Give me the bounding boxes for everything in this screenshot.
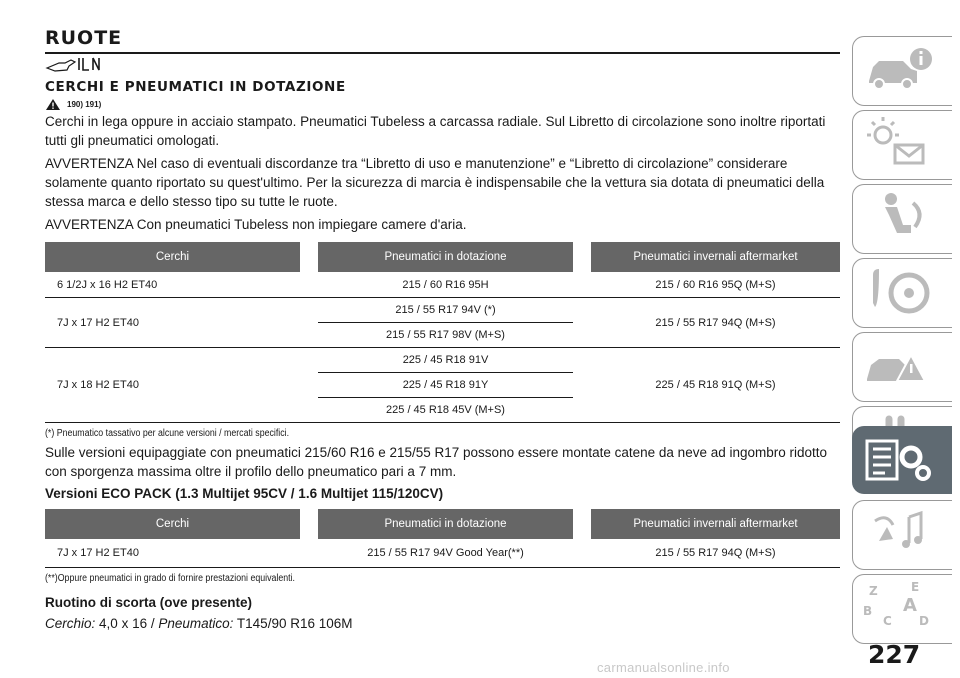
car-info-icon [853,37,943,103]
rim-cell: 7J x 17 H2 ET40 [45,298,300,348]
tyre-cell: 225 / 45 R18 45V (M+S) [318,398,573,423]
table-footnote: (*) Pneumatico tassativo per alcune versioni / mercati specifici. [45,428,290,439]
tyre-value: T145/90 R16 106M [236,616,353,631]
warning-ref-numbers: 190) 191) [67,99,102,109]
eco-pack-title: Versioni ECO PACK (1.3 Multijet 95CV / 1.6 Multijet 115/120CV) [45,486,444,501]
rim-cell: 7J x 18 H2 ET40 [45,348,300,423]
spare-wheel-title: Ruotino di scorta (ove presente) [45,595,253,610]
svg-text:B: B [863,604,873,618]
rim-cell: 7J x 17 H2 ET40 [45,539,300,568]
tab-car-info[interactable] [852,36,952,106]
tab-dashboard-lights[interactable] [852,110,952,180]
paragraph-warning-documents: AVVERTENZA Nel caso di eventuali discordanze tra “Libretto di uso e manutenzione” e “Libretto di circolazione” considerare solamente quanto riportato su quest'ultimo. Per la sicurezza di marcia è indispensabile che la vettura sia dotata di pneumatici della stessa marca e dello stesso tipo su tutte le ruote. [45,156,825,209]
svg-text:A: A [903,595,917,616]
hand-pointer-icon [45,54,840,74]
warning-triangle-icon [45,98,61,111]
tyre-cell: 215 / 55 R17 94V Good Year(**) [318,539,573,568]
tyre-cell: 225 / 45 R18 91V [318,348,573,373]
tab-technical-data[interactable] [852,426,952,494]
svg-text:Z: Z [869,584,878,598]
tyre-cell: 215 / 60 R16 95H [318,272,573,298]
table-row [45,272,840,298]
tyres-table [45,242,840,423]
tyre-label: Pneumatico: [158,616,234,631]
warning-references [45,96,840,112]
header-rims: Cerchi [155,518,190,530]
table-header-row [45,242,840,272]
paragraph-snow-chains: Sulle versioni equipaggiate con pneumatici 215/60 R16 e 215/55 R17 possono essere montate catene da neve ad ingombro ridotto con sporgenza massima oltre il profilo dello pneumatico pari a 7 mm. [45,445,828,479]
header-winter-tyres: Pneumatici invernali aftermarket [633,251,798,263]
svg-text:E: E [911,580,920,594]
multimedia-icon [853,501,943,567]
winter-cell: 225 / 45 R18 91Q (M+S) [591,348,840,423]
alphabetical-index-icon [853,575,943,641]
page-content [45,26,840,633]
winter-cell: 215 / 60 R16 95Q (M+S) [591,272,840,298]
table-row [45,298,840,323]
rim-label: Cerchio: [45,616,96,631]
table-row [45,539,840,568]
tyre-cell: 215 / 55 R17 94V (*) [318,298,573,323]
technical-data-icon [853,427,943,493]
paragraph-rims: Cerchi in lega oppure in acciaio stampato. Pneumatici Tubeless a carcassa radiale. Sul Libretto di circolazione sono inoltre riportati tutti gli pneumatici omologati. [45,114,826,148]
watermark: carmanualsonline.info [597,660,730,675]
table-footnote: (**)Oppure pneumatici in grado di fornire prestazioni equivalenti. [45,573,295,584]
car-emergency-icon [853,333,943,399]
tab-emergency[interactable] [852,332,952,402]
winter-cell: 215 / 55 R17 94Q (M+S) [591,298,840,348]
rim-cell: 6 1/2J x 16 H2 ET40 [45,272,300,298]
header-rims: Cerchi [155,251,190,263]
tab-driving[interactable] [852,258,952,328]
paragraph-warning-tubeless: AVVERTENZA Con pneumatici Tubeless non impiegare camere d'aria. [45,217,467,232]
tyre-cell: 225 / 45 R18 91Y [318,373,573,398]
table-row [45,348,840,373]
page-number: 227 [868,640,921,669]
page-title: RUOTE [45,27,123,49]
eco-tyres-table [45,509,840,568]
steering-wheel-icon [853,259,943,325]
seat-airbag-icon [853,185,943,251]
chapter-sidebar [852,0,960,678]
table-header-row [45,509,840,539]
header-winter-tyres: Pneumatici invernali aftermarket [633,518,798,530]
section-title: CERCHI E PNEUMATICI IN DOTAZIONE [45,79,346,95]
svg-text:C: C [883,614,892,628]
svg-text:D: D [919,614,929,628]
spare-wheel-spec [45,614,840,633]
rim-value: 4,0 x 16 / [99,616,155,631]
warning-lights-icon [853,111,943,177]
tab-index[interactable] [852,574,952,644]
tab-safety[interactable] [852,184,952,254]
header-tyres: Pneumatici in dotazione [384,251,507,263]
header-tyres: Pneumatici in dotazione [384,518,507,530]
winter-cell: 215 / 55 R17 94Q (M+S) [591,539,840,568]
tab-multimedia[interactable] [852,500,952,570]
tyre-cell: 215 / 55 R17 98V (M+S) [318,323,573,348]
